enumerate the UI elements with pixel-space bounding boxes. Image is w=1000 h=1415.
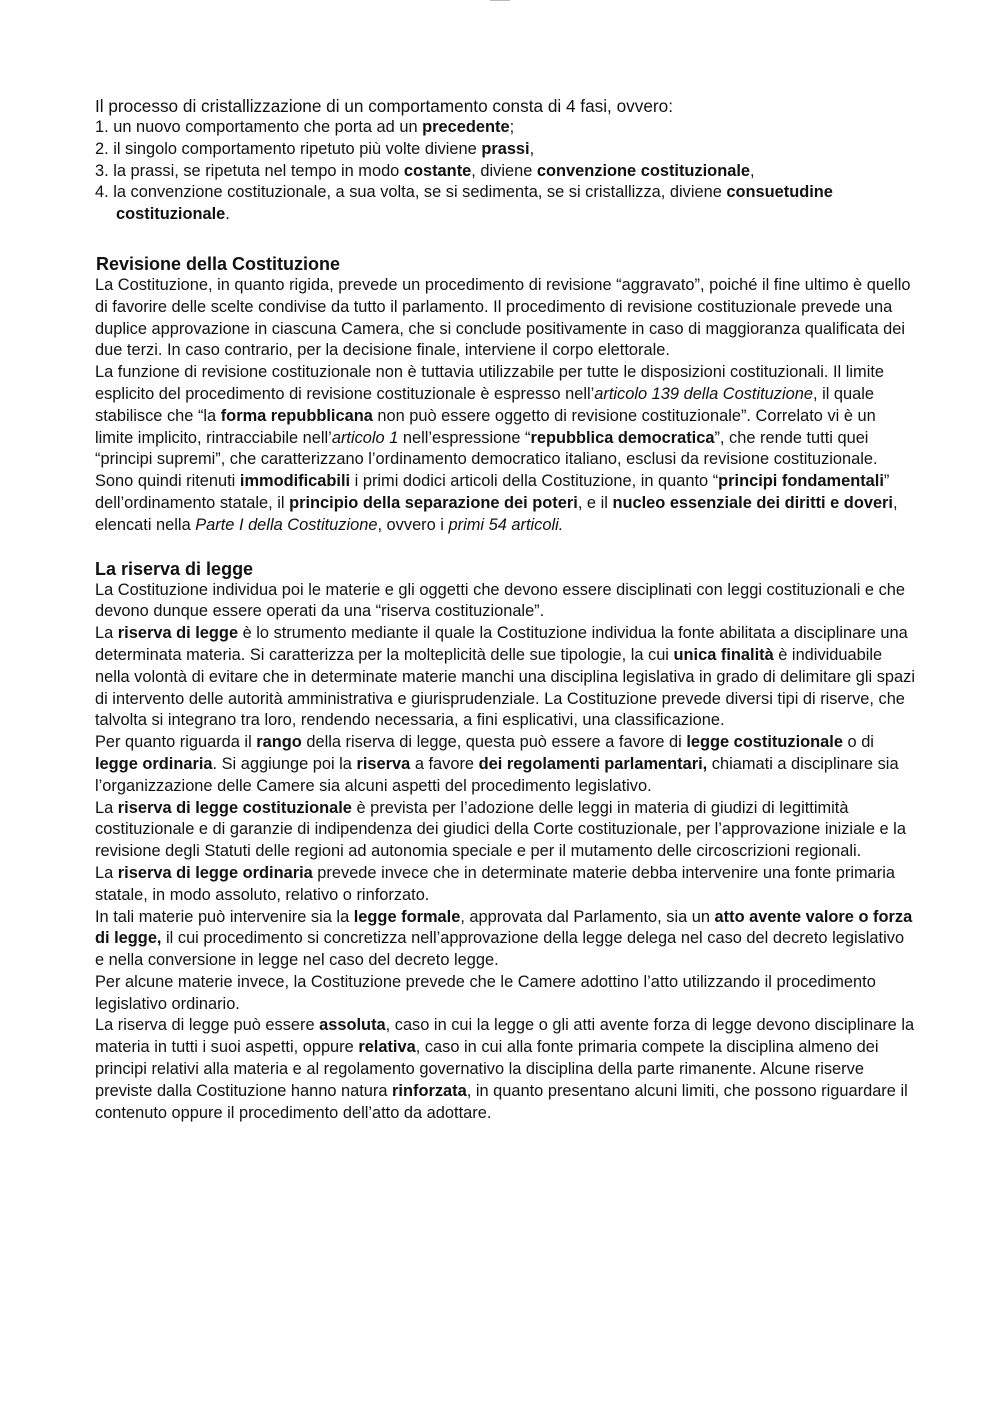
bold-term: prassi	[481, 139, 530, 158]
italic-reference: articolo 1	[331, 428, 399, 447]
text-run: ;	[509, 118, 515, 136]
bold-term: rango	[256, 733, 302, 752]
text-run: Per alcune materie invece, la Costituzione prevede che le Camere adottino l’atto utilizzando il procedimento legislativo ordinario.	[95, 972, 876, 1013]
paragraph	[95, 863, 915, 907]
bold-term: legge ordinaria	[95, 754, 213, 773]
text-run: il cui procedimento si concretizza nell’approvazione della legge delega nel caso del decreto legislativo e nella conversione in legge nel caso del decreto legge.	[95, 929, 905, 970]
text-run: , in quanto presentano alcuni limiti, che possono riguardare il contenuto oppure il procedimento dell’atto da adottare.	[95, 1081, 908, 1122]
text-run: è individuabile nella volontà di evitare che in determinate materie manchi una disciplina legislativa in grado di delimitare gli spazi di intervento delle autorità amministrativa e giurisprudenziale. La Costituzione prevede diversi tipi di riserve, che talvolta si integrano tra loro, rendendo necessaria, a fini esplicativi, una classificazione.	[95, 645, 915, 730]
text-run: ” dell’ordinamento statale, il	[95, 472, 890, 512]
text-run: La Costituzione individua poi le materie e gli oggetti che devono essere disciplinati con leggi costituzionali e che devono dunque essere operati da una “riserva costituzionale”.	[95, 580, 906, 621]
text-run: della riserva di legge, questa può essere a favore di	[301, 733, 687, 752]
text-run: 1. un nuovo comportamento che porta ad un	[95, 118, 423, 136]
phases-list	[95, 117, 915, 226]
italic-reference: articolo 139 della Costituzione	[594, 384, 813, 403]
bold-term: costante	[403, 161, 472, 180]
bold-term: dei regolamenti parlamentari,	[478, 754, 708, 773]
text-run: ,	[529, 139, 535, 158]
bold-term: legge formale	[353, 907, 461, 926]
text-run: ,	[750, 161, 755, 180]
paragraph	[95, 623, 915, 732]
text-run: 4. la convenzione costituzionale, a sua volta, se si sedimenta, se si cristallizza, diviene	[95, 183, 727, 202]
text-run: , approvata dal Parlamento, sia un	[460, 907, 715, 926]
text-run: , diviene	[471, 161, 537, 180]
text-run: 3. la prassi, se ripetuta nel tempo in modo	[95, 161, 404, 180]
text-run: , ovvero i	[377, 515, 449, 534]
phase-item	[95, 161, 915, 183]
bold-term: riserva di legge ordinaria	[117, 863, 313, 882]
text-run: non può essere oggetto di revisione costituzionale”. Correlato vi è un limite implicito, rintracciabile nell’	[95, 406, 876, 447]
heading-revisione-costituzione: Revisione della Costituzione	[96, 253, 341, 274]
bold-term: principi fondamentali	[718, 472, 884, 491]
heading-riserva-di-legge: La riserva di legge	[95, 558, 254, 579]
text-run: Sono quindi ritenuti	[95, 472, 240, 491]
text-run: , e il	[577, 493, 613, 512]
text-run: è lo strumento mediante il quale la Costituzione individua la fonte abilitata a disciplinare una determinata materia. Si caratterizza per la molteplicità delle sue tipologie, la cui	[95, 624, 908, 664]
page-top-marker	[490, 0, 510, 2]
text-run: prevede invece che in determinate materie debba intervenire una fonte primaria statale, in modo assoluto, relativo o rinforzato.	[95, 863, 895, 904]
text-run: nell’espressione “	[398, 428, 531, 447]
text-run: La	[95, 798, 118, 817]
text-run: .	[225, 205, 230, 224]
phase-item	[95, 117, 915, 139]
paragraph	[95, 580, 915, 624]
text-run: i primi dodici articoli della Costituzione, in quanto “	[350, 472, 719, 491]
text-run: , caso in cui la legge o gli atti avente forza di legge devono disciplinare la materia in tutti i suoi aspetti, oppure	[95, 1016, 915, 1057]
bold-term: legge costituzionale	[686, 733, 843, 752]
text-run: , il quale stabilisce che “la	[95, 384, 875, 425]
revisione-section-body	[95, 275, 915, 537]
bold-term: atto avente valore o forza di legge,	[95, 907, 913, 948]
bold-term: immodificabili	[239, 472, 351, 491]
bold-term: nucleo essenziale dei diritti e doveri	[612, 493, 893, 512]
paragraph	[95, 1015, 915, 1124]
text-run: La funzione di revisione costituzionale non è tuttavia utilizzabile per tutte le disposizioni costituzionali. Il limite esplicito del procedimento di revisione costituzionale è espresso nell’	[95, 363, 884, 403]
bold-term: precedente	[422, 118, 510, 136]
text-run: ”, che rende tutti quei “principi supremi”, che caratterizzano l’ordinamento democratico italiano, esclusi da revisione costituzionale.	[95, 428, 878, 469]
riserva-section-body	[95, 580, 915, 1125]
bold-term: principio della separazione dei poteri	[289, 493, 578, 512]
text-run: In tali materie può intervenire sia la	[95, 907, 354, 926]
paragraph	[95, 907, 915, 972]
paragraph	[95, 732, 915, 797]
text-run: . Si aggiunge poi la	[212, 754, 357, 773]
text-run: , caso in cui alla fonte primaria compete la disciplina almeno dei principi relativi alla materia e al regolamento governativo la disciplina della parte rimanente. Alcune riserve previste dalla Costituzione hanno natura	[95, 1038, 879, 1100]
text-run: La	[95, 863, 118, 882]
bold-term: forma repubblicana	[220, 406, 373, 425]
bold-term: rinforzata	[392, 1081, 467, 1100]
phase-item	[95, 139, 915, 161]
bold-term: relativa	[358, 1038, 416, 1057]
text-run: o di	[842, 733, 874, 752]
text-run: 2. il singolo comportamento ripetuto più volte diviene	[95, 139, 482, 158]
paragraph	[95, 362, 915, 471]
bold-term: assoluta	[319, 1016, 386, 1035]
bold-term: riserva	[356, 754, 411, 773]
text-run: La riserva di legge può essere	[95, 1016, 320, 1035]
phase-item	[95, 182, 915, 226]
text-run: Per quanto riguarda il	[95, 733, 257, 752]
text-run: è prevista per l’adozione delle leggi in materia di giudizi di legittimità costituzionale e di garanzie di indipendenza dei giudici della Corte costituzionale, per l’approvazione iniziale e la revisione degli Statuti delle regioni ad autonomia speciale e per il mutamento delle circoscrizioni regionali.	[95, 798, 906, 861]
document-body	[95, 95, 915, 1124]
bold-term: consuetudine costituzionale	[116, 183, 833, 224]
text-run: a favore	[410, 754, 479, 773]
paragraph	[95, 471, 915, 536]
bold-term: riserva di legge costituzionale	[117, 798, 352, 817]
bold-term: unica finalità	[673, 645, 774, 664]
paragraph	[95, 798, 915, 863]
text-run: La Costituzione, in quanto rigida, prevede un procedimento di revisione “aggravato”, poiché il fine ultimo è quello di favorire delle scelte condivise da tutto il parlamento. Il procedimento di revisione costituzionale prevede una duplice approvazione in ciascuna Camera, che si conclude positivamente in caso di maggioranza qualificata dei due terzi. In caso contrario, per la decisione finale, interviene il corpo elettorale.	[95, 275, 911, 360]
bold-term: riserva di legge	[117, 624, 239, 643]
italic-reference: Parte I della Costituzione	[195, 515, 378, 534]
bold-term: convenzione costituzionale	[536, 161, 750, 180]
italic-reference: primi 54 articoli.	[448, 515, 564, 534]
text-run: chiamati a disciplinare sia l’organizzazione delle Camere sia alcuni aspetti del procedimento legislativo.	[95, 754, 899, 795]
text-run: La	[95, 624, 118, 643]
text-run: , elencati nella	[95, 493, 898, 534]
bold-term: repubblica democratica	[530, 428, 715, 447]
intro-text: Il processo di cristallizzazione di un comportamento consta di 4 fasi, ovvero:	[95, 96, 673, 116]
paragraph	[95, 972, 915, 1016]
paragraph	[95, 275, 915, 362]
